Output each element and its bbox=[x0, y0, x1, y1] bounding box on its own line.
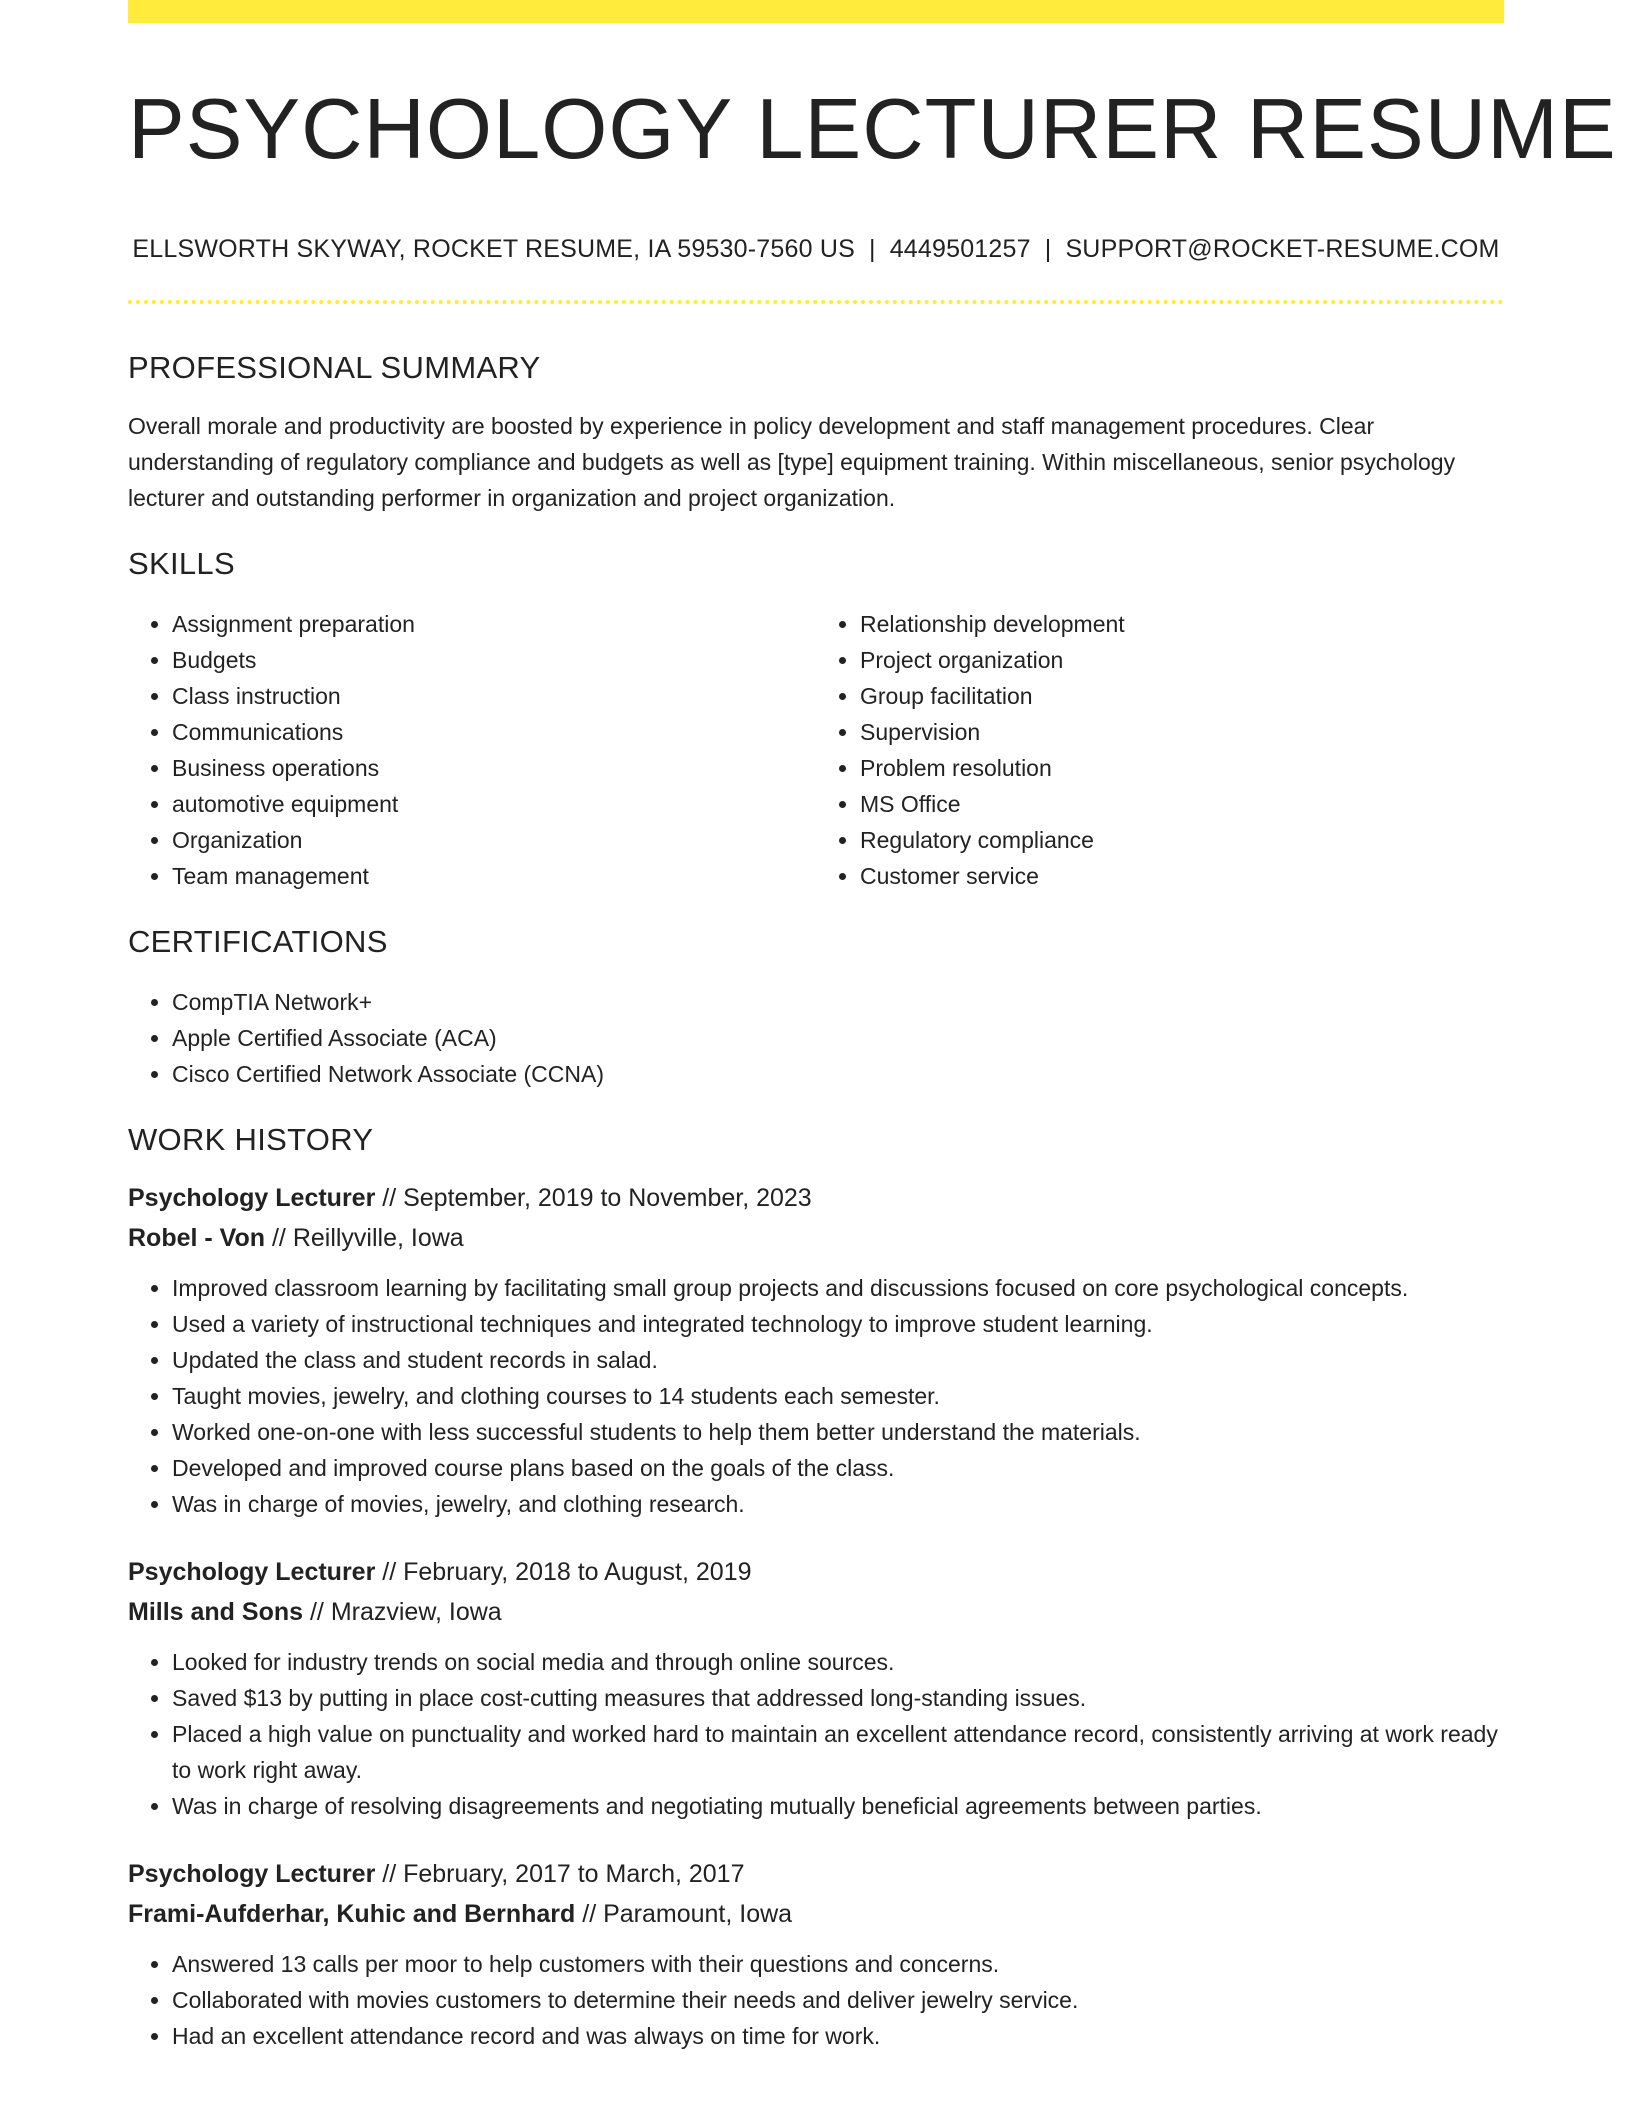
skill-item: • Problem resolution bbox=[860, 750, 1504, 786]
job-title-line bbox=[128, 1178, 1504, 1218]
resume-title: PSYCHOLOGY LECTURER RESUME bbox=[128, 82, 1617, 177]
job-title-line bbox=[128, 1854, 1504, 1894]
job-bullets bbox=[128, 1946, 1504, 2054]
job-role: Psychology Lecturer bbox=[128, 1183, 376, 1212]
job-bullet: • Saved $13 by putting in place cost-cutting measures that addressed long-standing issues. bbox=[172, 1680, 1504, 1716]
job-bullet: • Collaborated with movies customers to determine their needs and deliver jewelry service. bbox=[172, 1982, 1504, 2018]
skills-column-left bbox=[128, 606, 816, 894]
certifications-heading: CERTIFICATIONS bbox=[128, 923, 388, 959]
summary-heading: PROFESSIONAL SUMMARY bbox=[128, 349, 541, 385]
skill-item: • Communications bbox=[172, 714, 816, 750]
job-bullet: • Answered 13 calls per moor to help customers with their questions and concerns. bbox=[172, 1946, 1504, 1982]
work-history-heading: WORK HISTORY bbox=[128, 1121, 374, 1157]
skill-item: • Organization bbox=[172, 822, 816, 858]
job-title-line bbox=[128, 1552, 1504, 1592]
summary-text: Overall morale and productivity are boosted by experience in policy development and staff management procedures. Clear understanding of regulatory compliance and budgets as well as [type] equipment training. Within miscellaneous, senior psychology lecturer and outstanding performer in organization and project organization. bbox=[128, 412, 1456, 511]
resume-page bbox=[128, 0, 1617, 2054]
contact-address: ELLSWORTH SKYWAY, ROCKET RESUME, IA 59530-7560 US bbox=[132, 234, 855, 263]
skills-grid bbox=[128, 606, 1504, 894]
job-entry bbox=[128, 1552, 1504, 1824]
job-company: Mills and Sons bbox=[128, 1597, 304, 1626]
job-company-line bbox=[128, 1894, 1504, 1934]
job-bullets bbox=[128, 1644, 1504, 1824]
job-bullets bbox=[128, 1270, 1504, 1522]
job-bullet: • Updated the class and student records in salad. bbox=[172, 1342, 1504, 1378]
skill-item: • Business operations bbox=[172, 750, 816, 786]
skill-item: • Assignment preparation bbox=[172, 606, 816, 642]
skills-heading: SKILLS bbox=[128, 545, 235, 581]
job-company: Frami-Aufderhar, Kuhic and Bernhard bbox=[128, 1899, 576, 1928]
job-location: // Mrazview, Iowa bbox=[303, 1597, 502, 1626]
accent-bar bbox=[128, 0, 1504, 23]
skill-item: • Customer service bbox=[860, 858, 1504, 894]
job-dates: // February, 2018 to August, 2019 bbox=[375, 1557, 752, 1586]
job-bullet: • Improved classroom learning by facilitating small group projects and discussions focused on core psychological concepts. bbox=[172, 1270, 1504, 1306]
contact-separator: | bbox=[868, 234, 876, 263]
job-bullet: • Taught movies, jewelry, and clothing courses to 14 students each semester. bbox=[172, 1378, 1504, 1414]
job-location: // Reillyville, Iowa bbox=[265, 1223, 464, 1252]
skill-item: • Relationship development bbox=[860, 606, 1504, 642]
dotted-divider bbox=[128, 300, 1504, 304]
job-entry bbox=[128, 1178, 1504, 1522]
skill-item: • automotive equipment bbox=[172, 786, 816, 822]
job-dates: // February, 2017 to March, 2017 bbox=[375, 1859, 745, 1888]
certifications-list bbox=[128, 984, 1504, 1092]
skill-item: • Team management bbox=[172, 858, 816, 894]
contact-separator: | bbox=[1044, 234, 1052, 263]
job-bullet: • Had an excellent attendance record and was always on time for work. bbox=[172, 2018, 1504, 2054]
job-company-line bbox=[128, 1592, 1504, 1632]
contact-email: SUPPORT@ROCKET-RESUME.COM bbox=[1065, 234, 1500, 263]
contact-phone: 4449501257 bbox=[889, 234, 1031, 263]
job-role: Psychology Lecturer bbox=[128, 1859, 376, 1888]
job-bullet: • Was in charge of movies, jewelry, and clothing research. bbox=[172, 1486, 1504, 1522]
skills-column-right bbox=[816, 606, 1504, 894]
skill-item: • MS Office bbox=[860, 786, 1504, 822]
contact-line bbox=[128, 235, 1504, 264]
job-dates: // September, 2019 to November, 2023 bbox=[375, 1183, 812, 1212]
job-company: Robel - Von bbox=[128, 1223, 266, 1252]
skill-item: • Group facilitation bbox=[860, 678, 1504, 714]
certification-item: • Cisco Certified Network Associate (CCNA) bbox=[172, 1056, 1504, 1092]
job-bullet: • Was in charge of resolving disagreements and negotiating mutually beneficial agreements between parties. bbox=[172, 1788, 1504, 1824]
job-bullet: • Used a variety of instructional techniques and integrated technology to improve student learning. bbox=[172, 1306, 1504, 1342]
job-location: // Paramount, Iowa bbox=[575, 1899, 793, 1928]
skill-item: • Budgets bbox=[172, 642, 816, 678]
job-company-line bbox=[128, 1218, 1504, 1258]
skill-item: • Supervision bbox=[860, 714, 1504, 750]
job-role: Psychology Lecturer bbox=[128, 1557, 376, 1586]
job-bullet: • Developed and improved course plans based on the goals of the class. bbox=[172, 1450, 1504, 1486]
skill-item: • Regulatory compliance bbox=[860, 822, 1504, 858]
skill-item: • Class instruction bbox=[172, 678, 816, 714]
job-entry bbox=[128, 1854, 1504, 2054]
certification-item: • CompTIA Network+ bbox=[172, 984, 1504, 1020]
certification-item: • Apple Certified Associate (ACA) bbox=[172, 1020, 1504, 1056]
skill-item: • Project organization bbox=[860, 642, 1504, 678]
job-bullet: • Placed a high value on punctuality and worked hard to maintain an excellent attendance record, consistently arriving at work ready to work right away. bbox=[172, 1716, 1504, 1788]
job-bullet: • Looked for industry trends on social media and through online sources. bbox=[172, 1644, 1504, 1680]
job-bullet: • Worked one-on-one with less successful students to help them better understand the materials. bbox=[172, 1414, 1504, 1450]
